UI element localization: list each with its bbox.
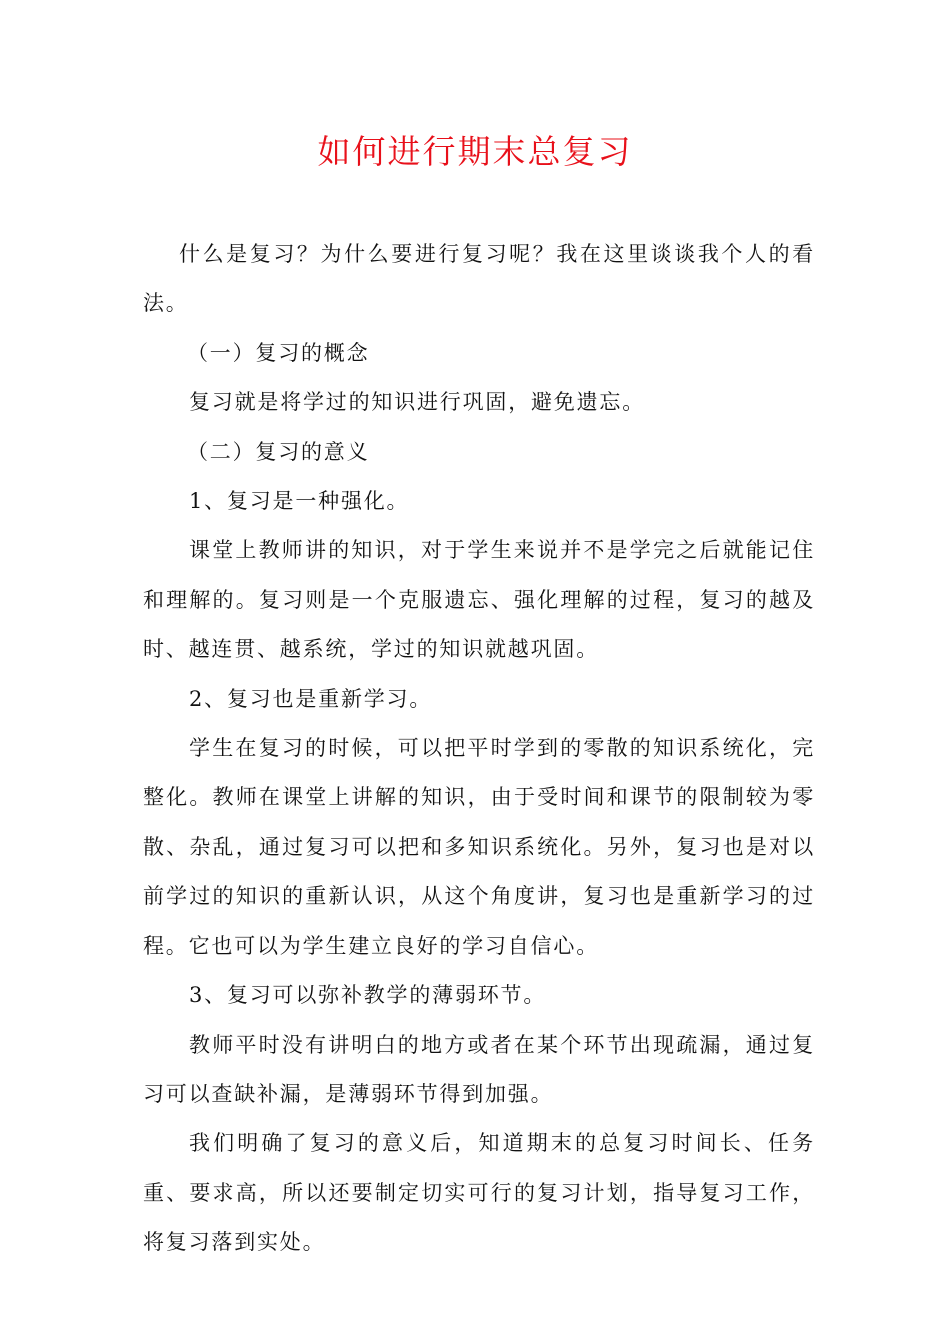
concept-paragraph: 复习就是将学过的知识进行巩固，避免遗忘。 (189, 390, 645, 415)
conclusion-paragraph: 我们明确了复习的意义后，知道期末的总复习时间长、任务重、要求高，所以还要制定切实可行的复习计划，指导复习工作，将复习落到实处。 (143, 1131, 815, 1255)
point-heading-3: 3、复习可以弥补教学的薄弱环节。 (189, 983, 547, 1008)
point-heading-2: 2、复习也是重新学习。 (189, 686, 433, 711)
point-paragraph-2: 学生在复习的时候，可以把平时学到的零散的知识系统化，完整化。教师在课堂上讲解的知识，由于受时间和课节的限制较为零散、杂乱，通过复习可以把和多知识系统化。另外，复习也是对以前学过的知识的重新认识，从这个角度讲，复习也是重新学习的过程。它也可以为学生建立良好的学习自信心。 (143, 736, 815, 958)
point-heading-1: 1、复习是一种强化。 (189, 489, 410, 514)
intro-paragraph: 什么是复习？为什么要进行复习呢？我在这里谈谈我个人的看法。 (143, 242, 815, 316)
document-body (143, 230, 815, 1268)
point-paragraph-1: 课堂上教师讲的知识，对于学生来说并不是学完之后就能记住和理解的。复习则是一个克服遗忘、强化理解的过程，复习的越及时、越连贯、越系统，学过的知识就越巩固。 (143, 538, 815, 662)
section-heading-concept: （一）复习的概念 (187, 340, 370, 365)
document-title: 如何进行期末总复习 (317, 132, 633, 171)
point-paragraph-3: 教师平时没有讲明白的地方或者在某个环节出现疏漏，通过复习可以查缺补漏，是薄弱环节得到加强。 (143, 1032, 815, 1106)
section-heading-meaning: （二）复习的意义 (187, 439, 370, 464)
